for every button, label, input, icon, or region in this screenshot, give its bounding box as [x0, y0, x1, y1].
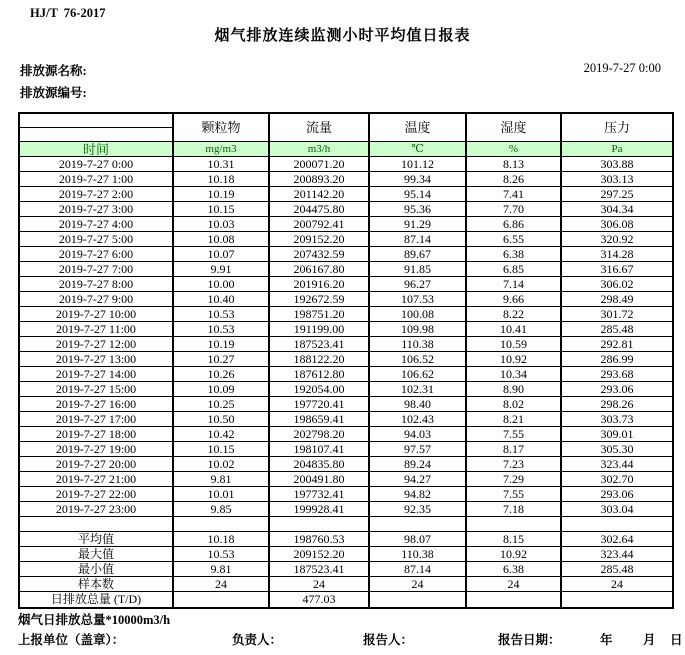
source-name-label: 排放源名称: [20, 64, 87, 78]
value-cell: 285.48 [561, 322, 673, 337]
table-row [19, 352, 673, 367]
value-cell: 10.18 [173, 172, 269, 187]
column-header-flow: 流量 [269, 113, 369, 142]
value-cell: 10.09 [173, 382, 269, 397]
table-row [19, 337, 673, 352]
empty-corner-cell-bottom [19, 128, 173, 142]
summary-label: 样本数 [19, 577, 173, 592]
summary-value-cell: 87.14 [369, 562, 466, 577]
table-row [19, 412, 673, 427]
value-cell: 201916.20 [269, 277, 369, 292]
time-cell: 2019-7-27 1:00 [19, 172, 173, 187]
value-cell: 198659.41 [269, 412, 369, 427]
time-cell: 2019-7-27 3:00 [19, 202, 173, 217]
summary-value-cell [173, 592, 269, 609]
summary-row [19, 547, 673, 562]
value-cell: 301.72 [561, 307, 673, 322]
summary-label: 最大值 [19, 547, 173, 562]
value-cell: 91.85 [369, 262, 466, 277]
summary-value-cell: 9.81 [173, 562, 269, 577]
column-header-pm: 颗粒物 [173, 113, 269, 142]
value-cell: 200491.80 [269, 472, 369, 487]
value-cell: 292.81 [561, 337, 673, 352]
value-cell: 7.23 [466, 457, 561, 472]
value-cell: 10.40 [173, 292, 269, 307]
value-cell: 94.82 [369, 487, 466, 502]
separator-row [19, 517, 673, 532]
value-cell: 187523.41 [269, 337, 369, 352]
column-header-temperature: 温度 [369, 113, 466, 142]
value-cell: 293.06 [561, 382, 673, 397]
value-cell: 187612.80 [269, 367, 369, 382]
time-cell: 2019-7-27 12:00 [19, 337, 173, 352]
table-row [19, 322, 673, 337]
value-cell: 8.02 [466, 397, 561, 412]
unit-pressure: Pa [561, 142, 673, 157]
value-cell: 202798.20 [269, 427, 369, 442]
year-label: 年 [600, 633, 613, 647]
value-cell: 10.19 [173, 337, 269, 352]
summary-value-cell [561, 592, 673, 609]
manager-label: 负责人： [232, 633, 283, 647]
summary-value-cell: 209152.20 [269, 547, 369, 562]
table-row [19, 232, 673, 247]
pollutant-header-row [19, 113, 673, 128]
total-emission-note: 烟气日排放总量*10000m3/h [18, 613, 171, 627]
value-cell: 10.25 [173, 397, 269, 412]
value-cell: 9.81 [173, 472, 269, 487]
table-row [19, 487, 673, 502]
month-label: 月 [643, 633, 656, 647]
value-cell: 10.02 [173, 457, 269, 472]
value-cell: 302.70 [561, 472, 673, 487]
value-cell: 10.41 [466, 322, 561, 337]
summary-value-cell: 302.64 [561, 532, 673, 547]
unit-header-row [19, 142, 673, 157]
summary-value-cell: 10.92 [466, 547, 561, 562]
table-row [19, 307, 673, 322]
value-cell: 207432.59 [269, 247, 369, 262]
table-row [19, 427, 673, 442]
value-cell: 314.28 [561, 247, 673, 262]
empty-cell [466, 517, 561, 532]
value-cell: 297.25 [561, 187, 673, 202]
value-cell: 8.21 [466, 412, 561, 427]
unit-pm: mg/m3 [173, 142, 269, 157]
time-cell: 2019-7-27 4:00 [19, 217, 173, 232]
value-cell: 102.31 [369, 382, 466, 397]
table-row [19, 202, 673, 217]
value-cell: 9.91 [173, 262, 269, 277]
summary-value-cell: 24 [561, 577, 673, 592]
value-cell: 199928.41 [269, 502, 369, 517]
value-cell: 10.53 [173, 322, 269, 337]
table-row [19, 472, 673, 487]
time-cell: 2019-7-27 13:00 [19, 352, 173, 367]
summary-value-cell: 24 [369, 577, 466, 592]
value-cell: 7.70 [466, 202, 561, 217]
value-cell: 298.26 [561, 397, 673, 412]
time-cell: 2019-7-27 8:00 [19, 277, 173, 292]
source-id-label: 排放源编号: [20, 86, 87, 100]
table-row [19, 442, 673, 457]
value-cell: 110.38 [369, 337, 466, 352]
empty-cell [369, 517, 466, 532]
value-cell: 10.19 [173, 187, 269, 202]
value-cell: 10.53 [173, 307, 269, 322]
value-cell: 286.99 [561, 352, 673, 367]
summary-value-cell: 24 [269, 577, 369, 592]
time-cell: 2019-7-27 22:00 [19, 487, 173, 502]
value-cell: 197732.41 [269, 487, 369, 502]
value-cell: 306.08 [561, 217, 673, 232]
summary-row [19, 592, 673, 609]
value-cell: 6.55 [466, 232, 561, 247]
summary-value-cell [466, 592, 561, 609]
table-row [19, 217, 673, 232]
summary-value-cell: 24 [173, 577, 269, 592]
value-cell: 303.13 [561, 172, 673, 187]
value-cell: 192054.00 [269, 382, 369, 397]
time-cell: 2019-7-27 2:00 [19, 187, 173, 202]
table-row [19, 457, 673, 472]
value-cell: 8.17 [466, 442, 561, 457]
reporter-label: 报告人： [363, 633, 414, 647]
value-cell: 10.03 [173, 217, 269, 232]
value-cell: 320.92 [561, 232, 673, 247]
table-row [19, 397, 673, 412]
summary-label: 最小值 [19, 562, 173, 577]
column-header-pressure: 压力 [561, 113, 673, 142]
value-cell: 7.18 [466, 502, 561, 517]
summary-value-cell [369, 592, 466, 609]
value-cell: 10.27 [173, 352, 269, 367]
time-cell: 2019-7-27 7:00 [19, 262, 173, 277]
value-cell: 200893.20 [269, 172, 369, 187]
value-cell: 10.34 [466, 367, 561, 382]
hourly-report-table [18, 112, 674, 609]
empty-cell [561, 517, 673, 532]
value-cell: 306.02 [561, 277, 673, 292]
value-cell: 8.22 [466, 307, 561, 322]
value-cell: 323.44 [561, 457, 673, 472]
value-cell: 206167.80 [269, 262, 369, 277]
value-cell: 198751.20 [269, 307, 369, 322]
value-cell: 10.15 [173, 202, 269, 217]
value-cell: 200792.41 [269, 217, 369, 232]
unit-temperature: ℃ [369, 142, 466, 157]
value-cell: 6.86 [466, 217, 561, 232]
value-cell: 10.31 [173, 157, 269, 172]
value-cell: 8.26 [466, 172, 561, 187]
value-cell: 95.14 [369, 187, 466, 202]
summary-value-cell: 98.07 [369, 532, 466, 547]
time-cell: 2019-7-27 20:00 [19, 457, 173, 472]
value-cell: 7.41 [466, 187, 561, 202]
unit-humidity: % [466, 142, 561, 157]
value-cell: 10.15 [173, 442, 269, 457]
summary-value-cell: 6.38 [466, 562, 561, 577]
value-cell: 92.35 [369, 502, 466, 517]
time-cell: 2019-7-27 6:00 [19, 247, 173, 262]
value-cell: 204475.80 [269, 202, 369, 217]
standard-code: HJ/T 76-2017 [30, 6, 106, 20]
value-cell: 101.12 [369, 157, 466, 172]
value-cell: 10.59 [466, 337, 561, 352]
value-cell: 8.90 [466, 382, 561, 397]
value-cell: 10.08 [173, 232, 269, 247]
time-cell: 2019-7-27 10:00 [19, 307, 173, 322]
summary-value-cell: 477.03 [269, 592, 369, 609]
value-cell: 298.49 [561, 292, 673, 307]
table-row [19, 247, 673, 262]
value-cell: 99.34 [369, 172, 466, 187]
time-cell: 2019-7-27 14:00 [19, 367, 173, 382]
time-cell: 2019-7-27 5:00 [19, 232, 173, 247]
value-cell: 209152.20 [269, 232, 369, 247]
empty-cell [173, 517, 269, 532]
table-row [19, 382, 673, 397]
summary-value-cell: 285.48 [561, 562, 673, 577]
summary-value-cell: 187523.41 [269, 562, 369, 577]
value-cell: 197720.41 [269, 397, 369, 412]
empty-cell [269, 517, 369, 532]
report-unit-label: 上报单位（盖章）： [18, 633, 125, 647]
table-row [19, 187, 673, 202]
table-row [19, 157, 673, 172]
value-cell: 9.66 [466, 292, 561, 307]
summary-label: 平均值 [19, 532, 173, 547]
day-label: 日 [670, 633, 683, 647]
value-cell: 309.01 [561, 427, 673, 442]
summary-value-cell: 8.15 [466, 532, 561, 547]
summary-row [19, 532, 673, 547]
value-cell: 10.00 [173, 277, 269, 292]
time-cell: 2019-7-27 19:00 [19, 442, 173, 457]
time-column-header: 时间 [19, 142, 173, 157]
value-cell: 102.43 [369, 412, 466, 427]
value-cell: 10.92 [466, 352, 561, 367]
table-row [19, 172, 673, 187]
summary-value-cell: 323.44 [561, 547, 673, 562]
value-cell: 204835.80 [269, 457, 369, 472]
value-cell: 96.27 [369, 277, 466, 292]
page-title: 烟气排放连续监测小时平均值日报表 [214, 28, 471, 44]
value-cell: 7.29 [466, 472, 561, 487]
value-cell: 10.26 [173, 367, 269, 382]
value-cell: 7.55 [466, 427, 561, 442]
value-cell: 198107.41 [269, 442, 369, 457]
value-cell: 293.06 [561, 487, 673, 502]
value-cell: 7.55 [466, 487, 561, 502]
summary-row [19, 577, 673, 592]
value-cell: 10.01 [173, 487, 269, 502]
value-cell: 6.38 [466, 247, 561, 262]
value-cell: 201142.20 [269, 187, 369, 202]
time-cell: 2019-7-27 11:00 [19, 322, 173, 337]
value-cell: 87.14 [369, 232, 466, 247]
summary-value-cell: 10.18 [173, 532, 269, 547]
empty-corner-cell-top [19, 113, 173, 128]
value-cell: 94.03 [369, 427, 466, 442]
value-cell: 8.13 [466, 157, 561, 172]
value-cell: 293.68 [561, 367, 673, 382]
table-row [19, 367, 673, 382]
value-cell: 107.53 [369, 292, 466, 307]
value-cell: 304.34 [561, 202, 673, 217]
signature-line [0, 630, 685, 650]
unit-flow: m3/h [269, 142, 369, 157]
value-cell: 200071.20 [269, 157, 369, 172]
summary-value-cell: 10.53 [173, 547, 269, 562]
summary-value-cell: 198760.53 [269, 532, 369, 547]
value-cell: 10.07 [173, 247, 269, 262]
table-row [19, 277, 673, 292]
value-cell: 305.30 [561, 442, 673, 457]
value-cell: 303.73 [561, 412, 673, 427]
value-cell: 100.08 [369, 307, 466, 322]
report-date-label: 报告日期： [498, 633, 561, 647]
value-cell: 303.88 [561, 157, 673, 172]
value-cell: 191199.00 [269, 322, 369, 337]
value-cell: 106.52 [369, 352, 466, 367]
value-cell: 97.57 [369, 442, 466, 457]
time-cell: 2019-7-27 16:00 [19, 397, 173, 412]
time-cell: 2019-7-27 17:00 [19, 412, 173, 427]
report-datetime: 2019-7-27 0:00 [583, 61, 661, 75]
value-cell: 91.29 [369, 217, 466, 232]
empty-cell [19, 517, 173, 532]
time-cell: 2019-7-27 0:00 [19, 157, 173, 172]
summary-row [19, 562, 673, 577]
value-cell: 303.04 [561, 502, 673, 517]
value-cell: 95.36 [369, 202, 466, 217]
summary-value-cell: 110.38 [369, 547, 466, 562]
table-row [19, 262, 673, 277]
column-header-humidity: 湿度 [466, 113, 561, 142]
value-cell: 106.62 [369, 367, 466, 382]
value-cell: 10.42 [173, 427, 269, 442]
value-cell: 89.67 [369, 247, 466, 262]
time-cell: 2019-7-27 21:00 [19, 472, 173, 487]
value-cell: 94.27 [369, 472, 466, 487]
table-row [19, 292, 673, 307]
value-cell: 188122.20 [269, 352, 369, 367]
value-cell: 89.24 [369, 457, 466, 472]
time-cell: 2019-7-27 18:00 [19, 427, 173, 442]
value-cell: 316.67 [561, 262, 673, 277]
value-cell: 9.85 [173, 502, 269, 517]
value-cell: 7.14 [466, 277, 561, 292]
value-cell: 192672.59 [269, 292, 369, 307]
value-cell: 98.40 [369, 397, 466, 412]
time-cell: 2019-7-27 23:00 [19, 502, 173, 517]
value-cell: 109.98 [369, 322, 466, 337]
table-row [19, 502, 673, 517]
value-cell: 10.50 [173, 412, 269, 427]
summary-label: 日排放总量 (T/D) [19, 592, 173, 609]
time-cell: 2019-7-27 9:00 [19, 292, 173, 307]
value-cell: 6.85 [466, 262, 561, 277]
summary-value-cell: 24 [466, 577, 561, 592]
time-cell: 2019-7-27 15:00 [19, 382, 173, 397]
